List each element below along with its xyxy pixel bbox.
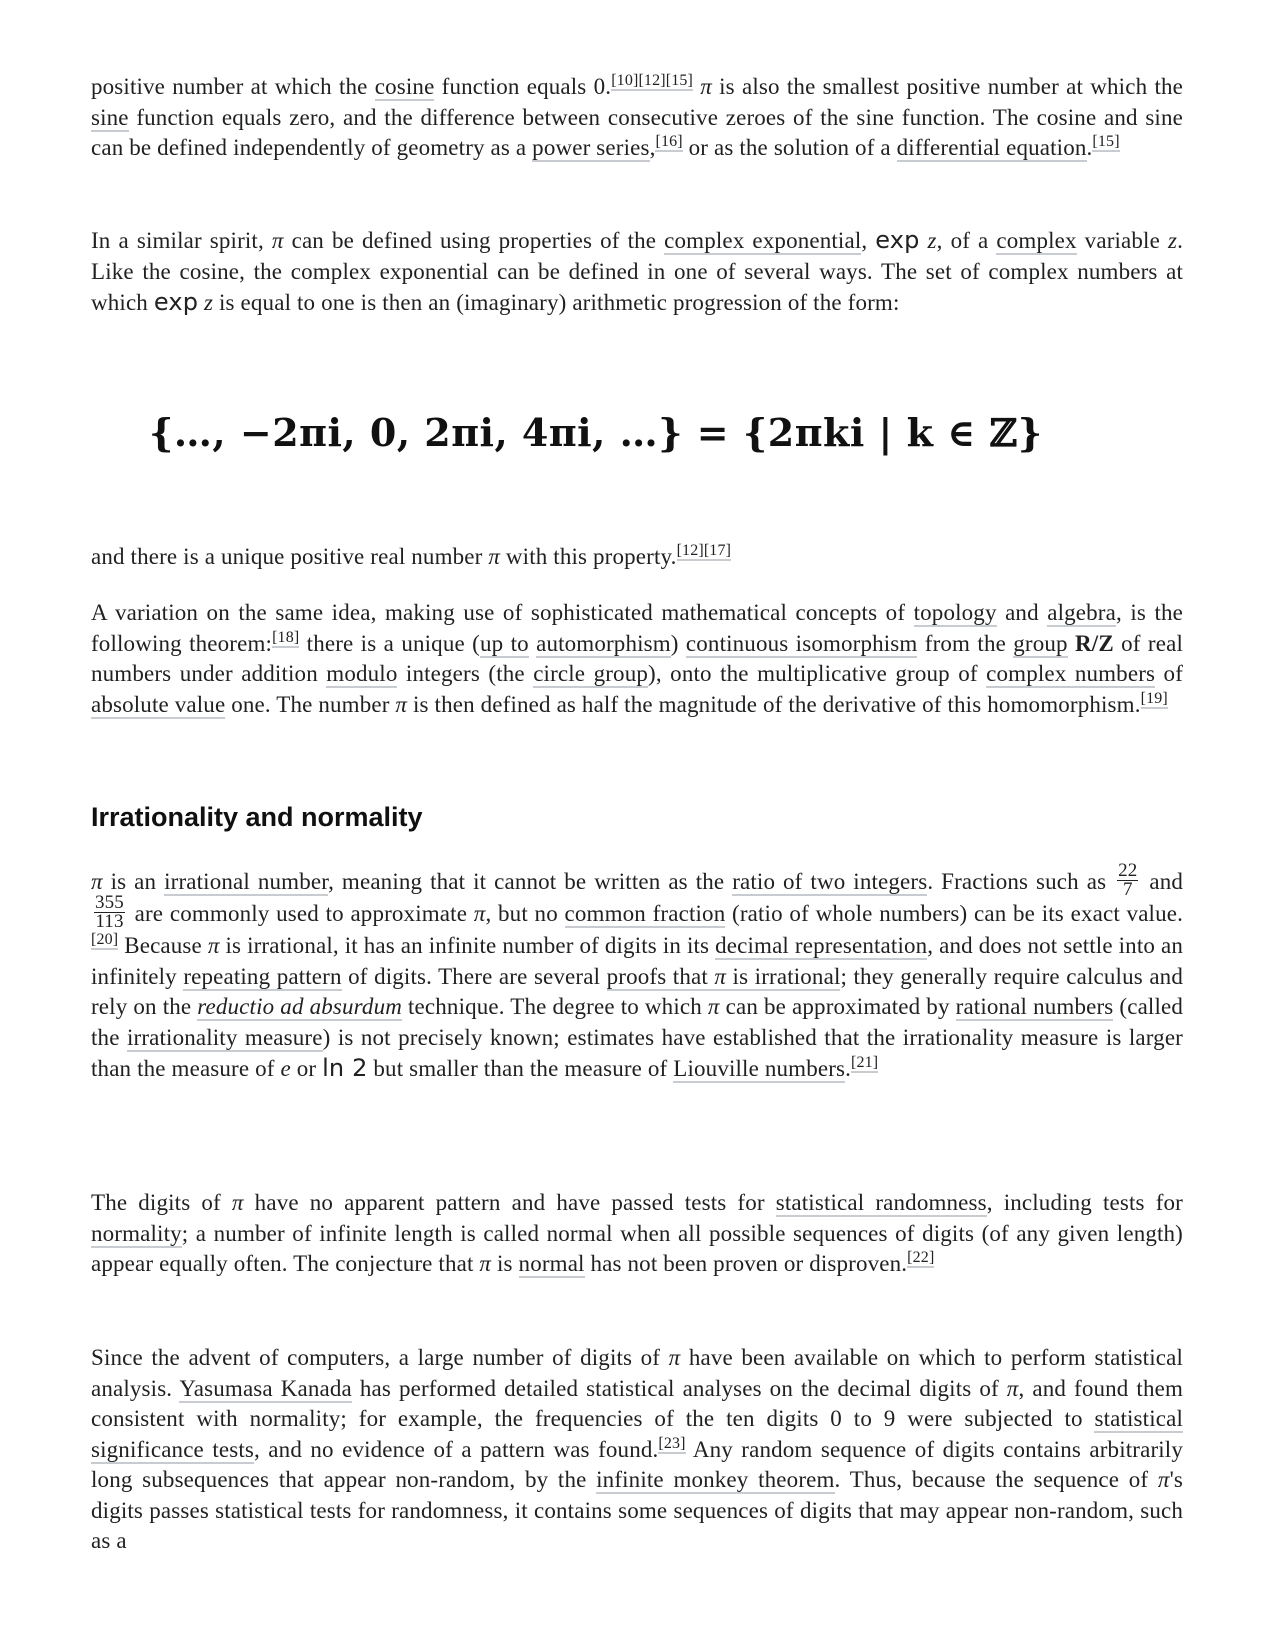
reference-16[interactable]: [16] (655, 133, 683, 150)
paragraph-topology-theorem (91, 598, 1183, 720)
text: function equals 0. (434, 74, 612, 99)
link-complex-exponential[interactable]: complex exponential (664, 228, 862, 253)
fraction-22-7 (1117, 862, 1138, 899)
link-up-to[interactable]: up to (479, 630, 529, 656)
section-heading-irrationality: Irrationality and normality (91, 802, 423, 832)
paragraph-digits-randomness (91, 1188, 1183, 1280)
pi-symbol: π (1006, 1375, 1019, 1401)
paragraph-cosine-definition (91, 72, 1183, 164)
equation-equals: = (683, 410, 743, 455)
link-infinite-monkey-theorem[interactable]: infinite monkey theorem (596, 1467, 835, 1492)
text: ) (670, 630, 686, 656)
text: and (1141, 869, 1184, 894)
text: of (1155, 661, 1184, 686)
paragraph-computers-analysis (91, 1343, 1183, 1557)
text: , (649, 135, 656, 160)
text: , meaning that it cannot be written as the (328, 869, 733, 894)
text: Any random sequence of digits contains arbitrarily long subsequences that appear non-random, by the (91, 1436, 1183, 1492)
reference-20[interactable]: [20] (91, 931, 119, 949)
pi-symbol: π (207, 933, 220, 959)
fraction-denominator: 113 (95, 911, 124, 933)
text: have no apparent pattern and have passed tests for (243, 1190, 776, 1215)
link-rational-numbers[interactable]: rational numbers (955, 994, 1114, 1020)
text: is then defined as half the magnitude of the derivative of this homomorphism. (407, 691, 1141, 717)
reference-22[interactable]: [22] (907, 1249, 935, 1266)
text: , of a (936, 228, 997, 253)
text: of real numbers under addition (91, 630, 1183, 686)
r-mod-z: R/Z (1075, 630, 1114, 656)
reference-18[interactable]: [18] (272, 628, 300, 646)
link-common-fraction[interactable]: common fraction (564, 901, 726, 927)
pi-symbol: π (91, 869, 103, 894)
text: or (290, 1056, 323, 1082)
link-continuous-isomorphism[interactable]: continuous isomorphism (685, 630, 918, 656)
text: , and found them consistent with normality; for example, the frequencies of the ten digits 0 to 9 were subjected to (91, 1375, 1183, 1431)
text: technique. The degree to which (401, 994, 708, 1020)
text: . Fractions such as (927, 869, 1115, 894)
exp-function: exp (153, 288, 199, 316)
text (1068, 631, 1075, 656)
reference-10-12-15[interactable]: [10][12][15] (611, 72, 693, 89)
text: . Thus, because the sequence of (834, 1467, 1158, 1492)
link-text: is irrational (726, 963, 841, 989)
link-automorphism[interactable]: automorphism (536, 630, 671, 656)
text: function equals zero, and the difference between consecutive zeroes of the sine function. The cosine and sine can be defined independently of geometry as a (91, 104, 1183, 160)
text: (ratio of whole numbers) can be its exact value. (725, 901, 1183, 927)
text: can be approximated by (719, 994, 956, 1020)
text: or as the solution of a (682, 135, 897, 160)
link-group[interactable]: group (1013, 630, 1068, 656)
text: but smaller than the measure of (367, 1056, 674, 1082)
paragraph-unique-pi (91, 542, 731, 573)
pi-symbol: π (700, 74, 712, 99)
text: , and no evidence of a pattern was found. (253, 1436, 659, 1462)
text: can be defined using properties of the (283, 228, 665, 253)
text: has performed detailed statistical analyses on the decimal digits of (351, 1375, 1007, 1401)
text: ; they generally require calculus and rely on the (91, 963, 1183, 1020)
text: and (996, 600, 1048, 625)
text: positive number at which the (91, 74, 375, 99)
link-circle-group[interactable]: circle group (533, 661, 649, 686)
display-equation (149, 410, 1043, 455)
link-irrationality-measure[interactable]: irrationality measure (126, 1024, 323, 1050)
link-modulo[interactable]: modulo (326, 661, 398, 686)
text: have been available on which to perform statistical analysis. (91, 1345, 1183, 1401)
paragraph-complex-exponential (91, 225, 1183, 319)
fraction-numerator: 22 (1118, 860, 1138, 882)
link-absolute-value[interactable]: absolute value (91, 691, 226, 717)
text: has not been proven or disproven. (584, 1251, 908, 1276)
pi-symbol: π (479, 1251, 492, 1276)
link-statistical-significance-tests[interactable]: statistical significance tests (91, 1406, 1183, 1462)
pi-symbol: π (488, 544, 501, 569)
text: is irrational, it has an infinite number of digits in its (219, 933, 716, 959)
text: Since the advent of computers, a large number of digits of (91, 1345, 669, 1370)
text: of digits. There are several (341, 963, 607, 989)
link-repeating-pattern[interactable]: repeating pattern (183, 963, 342, 989)
reference-12-17[interactable]: [12][17] (676, 542, 732, 559)
variable-z: z (1167, 228, 1178, 253)
link-power-series[interactable]: power series (532, 135, 650, 160)
equation-rhs: {2πki | k ∈ ℤ} (742, 410, 1043, 455)
link-decimal-representation[interactable]: decimal representation (715, 933, 928, 959)
variable-z: z (198, 290, 214, 315)
text: is (491, 1251, 519, 1276)
text: one. The number (225, 691, 396, 717)
pi-symbol: π (473, 901, 486, 927)
link-liouville-numbers[interactable]: Liouville numbers (673, 1056, 846, 1082)
link-irrational-number[interactable]: irrational number (164, 869, 329, 894)
link-reductio-ad-absurdum[interactable] (197, 994, 402, 1021)
fraction-numerator: 355 (95, 892, 124, 914)
text: A variation on the same idea, making use of sophisticated mathematical concepts of (91, 600, 914, 625)
exp-function: exp (875, 226, 920, 254)
text: , including tests for (986, 1190, 1183, 1215)
link-algebra[interactable]: algebra (1047, 600, 1116, 625)
ln-argument: 2 (344, 1054, 368, 1083)
reference-21[interactable]: [21] (851, 1054, 879, 1072)
text: In a similar spirit, (91, 228, 272, 253)
text: , is the following theorem: (91, 600, 1183, 656)
link-complex[interactable]: complex (996, 228, 1077, 253)
text: is an (102, 869, 165, 894)
reference-19[interactable]: [19] (1140, 689, 1168, 707)
pi-symbol: π (1157, 1467, 1170, 1492)
equation-lhs: {…, −2πi, 0, 2πi, 4πi, …} (149, 410, 684, 455)
text: and there is a unique positive real number (91, 544, 489, 569)
text: ; a number of infinite length is called normal when all possible sequences of digits (of any given length) appear equally often. The conjecture that (91, 1220, 1183, 1276)
text: . Like the cosine, the complex exponential can be defined in one of several ways. The set of complex numbers at which (91, 228, 1183, 315)
text: 's digits passes statistical tests for randomness, it contains some sequences of digits that may appear non-random, such as a (91, 1467, 1183, 1553)
euler-e: e (280, 1056, 291, 1082)
ln-function: ln (322, 1054, 345, 1083)
text: integers (the (397, 661, 534, 686)
text: is also the smallest positive number at which the (711, 74, 1184, 99)
pi-symbol: π (395, 691, 408, 717)
link-ratio-of-two-integers[interactable]: ratio of two integers (732, 869, 928, 894)
link-sine[interactable]: sine (91, 104, 129, 130)
text: . (1086, 135, 1093, 160)
link-topology[interactable]: topology (913, 600, 997, 625)
text: (called the (91, 994, 1184, 1050)
link-normality[interactable]: normality (91, 1220, 182, 1246)
pi-symbol: π (714, 963, 727, 989)
link-yasumasa-kanada[interactable]: Yasumasa Kanada (179, 1375, 352, 1401)
pi-symbol: π (271, 228, 284, 253)
text: , but no (485, 901, 565, 927)
link-cosine[interactable]: cosine (374, 74, 435, 99)
link-statistical-randomness[interactable]: statistical randomness (775, 1190, 987, 1215)
link-differential-equation[interactable]: differential equation (896, 135, 1087, 160)
variable-z: z (919, 228, 937, 253)
pi-symbol: π (707, 994, 720, 1020)
link-complex-numbers[interactable]: complex numbers (986, 661, 1156, 686)
text (529, 631, 536, 656)
text: ) is not precisely known; estimates have established that the irrationality measure is larger than the measure of (91, 1024, 1183, 1082)
text: there is a unique ( (299, 630, 480, 656)
reference-15[interactable]: [15] (1092, 133, 1120, 150)
text: with this property. (500, 544, 677, 569)
link-proofs-pi-irrational[interactable] (607, 964, 841, 991)
text: , (861, 228, 876, 253)
text: is equal to one is then an (imaginary) arithmetic progression of the form: (213, 290, 900, 315)
text: The digits of (91, 1190, 232, 1215)
link-normal[interactable]: normal (518, 1251, 585, 1276)
pi-symbol: π (231, 1190, 244, 1215)
text: from the (917, 630, 1014, 656)
text: . (845, 1056, 852, 1082)
fraction-denominator: 7 (1122, 879, 1133, 901)
link-text: proofs that (606, 963, 715, 989)
text: , and does not settle into an infinitely (91, 933, 1183, 989)
paragraph-irrational (91, 860, 1184, 1085)
text: variable (1076, 228, 1168, 253)
text: Because (118, 933, 208, 959)
pi-symbol: π (668, 1345, 681, 1370)
text: ), onto the multiplicative group of (648, 661, 987, 686)
reference-23[interactable]: [23] (658, 1434, 686, 1452)
link-text: reductio ad absurdum (197, 994, 402, 1020)
text: are commonly used to approximate (127, 901, 474, 927)
fraction-355-113 (94, 894, 125, 931)
